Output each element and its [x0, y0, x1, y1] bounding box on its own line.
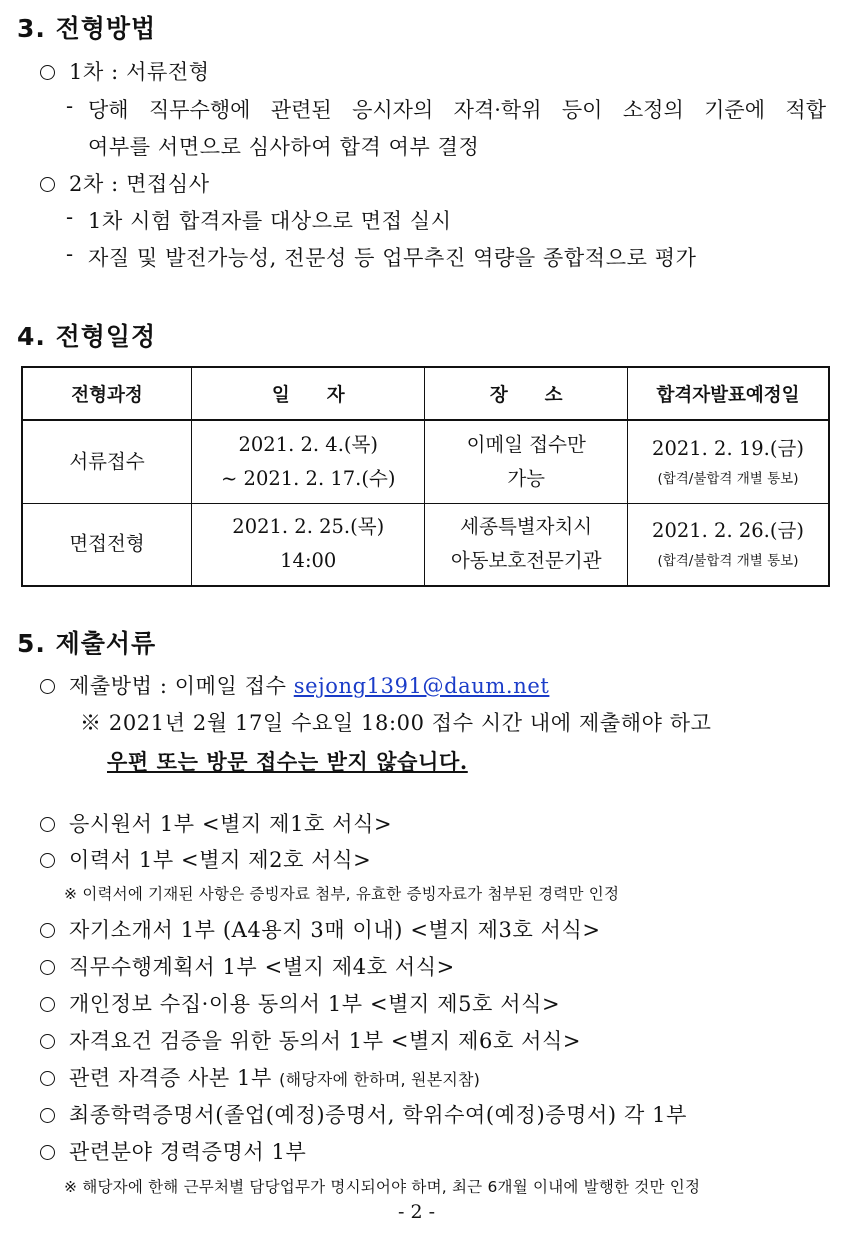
no-post-notice: 우편 또는 방문 접수는 받지 않습니다. — [107, 749, 468, 774]
circle-bullet-icon — [40, 817, 55, 832]
deadline-note: ※ 2021년 2월 17일 수요일 18:00 접수 시간 내에 제출해야 하고 — [80, 711, 712, 735]
announce-date: 2021. 2. 26.(금) — [652, 519, 804, 543]
place-line: 이메일 접수만 — [466, 432, 586, 456]
list-item-text: 1차 시험 합격자를 대상으로 면접 실시 — [88, 209, 452, 233]
circle-bullet-icon — [40, 1071, 55, 1086]
page-number: - 2 - — [398, 1201, 436, 1223]
list-item-text: 당해 직무수행에 관련된 응시자의 자격·학위 등이 소정의 기준에 적합 — [88, 98, 826, 122]
email-link[interactable]: sejong1391@daum.net — [293, 674, 550, 698]
announce-note: (합격/불합격 개별 통보) — [657, 470, 799, 487]
doc-item: 응시원서 1부 <별지 제1호 서식> — [40, 808, 392, 838]
list-item-text: 여부를 서면으로 심사하여 합격 여부 결정 — [88, 135, 480, 159]
list-item: 1차 : 서류전형 — [40, 56, 210, 86]
circle-bullet-icon — [40, 177, 55, 192]
doc-item: 최종학력증명서(졸업(예정)증명서, 학위수여(예정)증명서) 각 1부 — [40, 1099, 687, 1129]
doc-item: 직무수행계획서 1부 <별지 제4호 서식> — [40, 951, 455, 981]
table-header-row — [22, 367, 829, 420]
circle-bullet-icon — [40, 65, 55, 80]
dash-marker: - — [66, 94, 74, 118]
table-row — [22, 420, 829, 503]
schedule-table — [21, 366, 830, 587]
section-5-title: 5. 제출서류 — [17, 629, 157, 658]
table-row — [22, 503, 829, 586]
dash-marker: - — [66, 242, 74, 266]
place-line: 가능 — [507, 466, 546, 490]
doc-item: 이력서 1부 <별지 제2호 서식> — [40, 844, 371, 874]
table-cell-place — [425, 503, 628, 586]
table-header-cell: 장 소 — [425, 367, 628, 420]
place-line: 세종특별자치시 — [460, 515, 593, 539]
doc-item: 관련분야 경력증명서 1부 — [40, 1136, 306, 1166]
announce-note: (합격/불합격 개별 통보) — [657, 553, 799, 570]
table-cell-announce — [627, 420, 829, 503]
circle-bullet-icon — [40, 923, 55, 938]
table-header-cell: 합격자발표예정일 — [627, 367, 829, 420]
table-cell-process: 서류접수 — [22, 420, 192, 503]
table-cell-date — [192, 420, 425, 503]
method-label: 제출방법 : 이메일 접수 — [69, 674, 294, 698]
table-cell-process: 면접전형 — [22, 503, 192, 586]
table-cell-date — [192, 503, 425, 586]
doc-item: 개인정보 수집·이용 동의서 1부 <별지 제5호 서식> — [40, 988, 560, 1018]
circle-bullet-icon — [40, 1145, 55, 1160]
circle-bullet-icon — [40, 1108, 55, 1123]
date-start: 2021. 2. 4.(목) — [238, 432, 378, 456]
submission-method — [40, 670, 549, 700]
list-item-text: 자질 및 발전가능성, 전문성 등 업무추진 역량을 종합적으로 평가 — [88, 246, 697, 270]
list-item: 2차 : 면접심사 — [40, 168, 210, 198]
cert-note: (해당자에 한하며, 원본지참) — [279, 1070, 481, 1089]
doc-item: 자격요건 검증을 위한 동의서 1부 <별지 제6호 서식> — [40, 1025, 581, 1055]
table-cell-announce — [627, 503, 829, 586]
table-header-cell: 일 자 — [192, 367, 425, 420]
resume-note: ※ 이력서에 기재된 사항은 증빙자료 첨부, 유효한 증빙자료가 첨부된 경력만 인정 — [64, 885, 620, 903]
career-note: ※ 해당자에 한해 근무처별 담당업무가 명시되어야 하며, 최근 6개월 이내에 발행한 것만 인정 — [64, 1178, 701, 1196]
circle-bullet-icon — [40, 997, 55, 1012]
doc-item: 자기소개서 1부 (A4용지 3매 이내) <별지 제3호 서식> — [40, 914, 601, 944]
circle-bullet-icon — [40, 679, 55, 694]
announce-date: 2021. 2. 19.(금) — [652, 436, 804, 460]
doc-item: 관련 자격증 사본 1부 (해당자에 한하며, 원본지참) — [40, 1062, 480, 1092]
dash-marker: - — [66, 205, 74, 229]
table-cell-place — [425, 420, 628, 503]
section-3-title: 3. 전형방법 — [17, 14, 157, 43]
section-4-title: 4. 전형일정 — [17, 322, 157, 351]
circle-bullet-icon — [40, 1034, 55, 1049]
date-start: 2021. 2. 25.(목) — [232, 515, 385, 539]
date-end: ~ 2021. 2. 17.(수) — [221, 466, 396, 490]
circle-bullet-icon — [40, 853, 55, 868]
table-header-cell: 전형과정 — [22, 367, 192, 420]
place-line: 아동보호전문기관 — [450, 549, 602, 573]
circle-bullet-icon — [40, 960, 55, 975]
date-time: 14:00 — [280, 549, 337, 573]
